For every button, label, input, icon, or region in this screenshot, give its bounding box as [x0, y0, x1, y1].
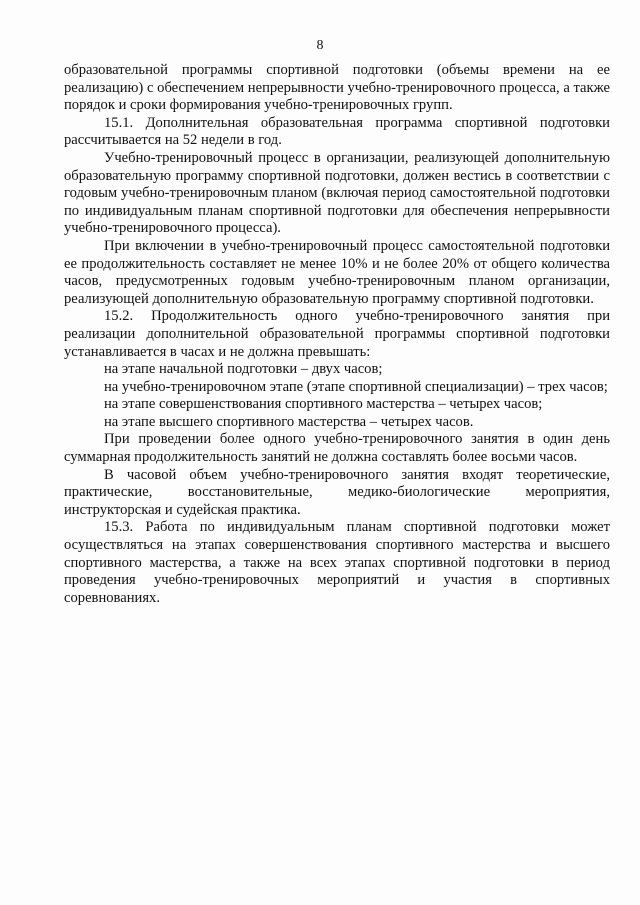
page-number: 8 — [316, 38, 324, 53]
paragraph-daily-limit: При проведении более одного учебно-тренировочного занятия в один день суммарная продолжительность занятий не должна составлять более восьми часов. — [64, 431, 610, 466]
paragraph-self-preparation: При включении в учебно-тренировочный процесс самостоятельной подготовки ее продолжительность составляет не менее 10% и не более 20% от общего количества часов, предусмотренных годовым учебно-тренировочным планом организации, реализующей дополнительную образовательную программу спортивной подготовки. — [64, 237, 610, 307]
list-item-higher-mastery-stage: на этапе высшего спортивного мастерства – четырех часов. — [104, 413, 474, 430]
list-item-improvement-stage: на этапе совершенствования спортивного мастерства – четырех часов; — [104, 396, 543, 413]
paragraph-15-1: 15.1. Дополнительная образовательная программа спортивной подготовки рассчитывается на 52 недели в год. — [64, 114, 610, 149]
paragraph-15-3: 15.3. Работа по индивидуальным планам спортивной подготовки может осуществляться на этапах совершенствования спортивного мастерства и высшего спортивного мастерства, а также на всех этапах спортивной подготовки в период проведения учебно-тренировочных мероприятий и участия в спортивных соревнованиях. — [64, 519, 610, 606]
paragraph-hourly-volume: В часовой объем учебно-тренировочного занятия входят теоретические, практические, восстановительные, медико-биологические мероприятия, инструкторская и судейская практика. — [64, 466, 610, 518]
document-body — [64, 62, 610, 607]
paragraph-continuation: образовательной программы спортивной подготовки (объемы времени на ее реализацию) с обеспечением непрерывности учебно-тренировочного процесса, а также порядок и сроки формирования учебно-тренировочных групп. — [64, 62, 610, 114]
paragraph-15-2: 15.2. Продолжительность одного учебно-тренировочного занятия при реализации дополнительной образовательной программы спортивной подготовки устанавливается в часах и не должна превышать: — [64, 308, 610, 360]
paragraph-training-process: Учебно-тренировочный процесс в организации, реализующей дополнительную образовательную программу спортивной подготовки, должен вестись в соответствии с годовым учебно-тренировочным планом (включая период самостоятельной подготовки по индивидуальным планам спортивной подготовки для обеспечения непрерывности учебно-тренировочного процесса). — [64, 149, 610, 237]
list-item-training-stage: на учебно-тренировочном этапе (этапе спортивной специализации) – трех часов; — [104, 378, 608, 395]
list-item-initial-stage: на этапе начальной подготовки – двух часов; — [104, 361, 383, 378]
